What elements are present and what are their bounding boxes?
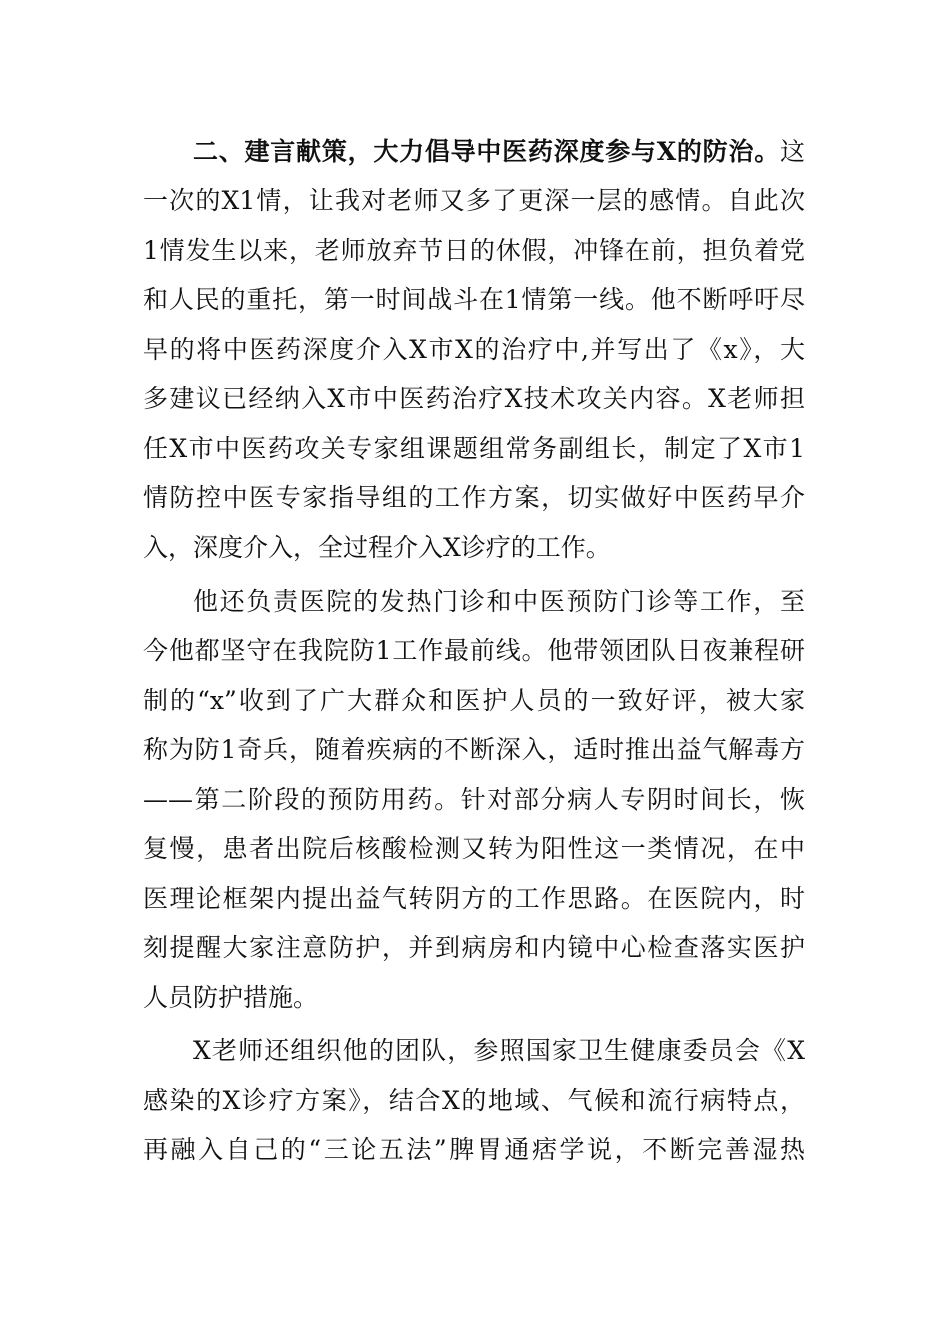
paragraph-1-line-2: 一次的X1情，让我对老师又多了更深一层的感情。自此次 — [143, 186, 805, 215]
paragraph-1-line-5: 早的将中医药深度介入X市X的治疗中,并写出了《x》，大 — [143, 335, 805, 364]
paragraph-1-line-1-text: 这 — [779, 137, 805, 166]
paragraph-1-line-9: 入，深度介入，全过程介入X诊疗的工作。 — [143, 533, 611, 562]
paragraph-2-line-3: 制的“x”收到了广大群众和医护人员的一致好评，被大家 — [143, 686, 805, 715]
paragraph-1-line-6: 多建议已经纳入X市中医药治疗X技术攻关内容。X老师担 — [143, 384, 805, 413]
paragraph-2-line-8: 刻提醒大家注意防护，并到病房和内镜中心检查落实医护 — [143, 933, 805, 962]
paragraph-2-line-7: 医理论框架内提出益气转阴方的工作思路。在医院内，时 — [143, 884, 805, 913]
paragraph-2-line-6: 复慢，患者出院后核酸检测又转为阳性这一类情况，在中 — [143, 834, 805, 863]
paragraph-3-line-3: 再融入自己的“三论五法”脾胃通痞学说，不断完善湿热 — [143, 1135, 805, 1164]
paragraph-2-line-9: 人员防护措施。 — [143, 983, 319, 1012]
paragraph-1-line-3: 1情发生以来，老师放弃节日的休假，冲锋在前，担负着党 — [143, 236, 805, 265]
paragraph-2-line-4: 称为防1奇兵，随着疾病的不断深入，适时推出益气解毒方 — [143, 735, 805, 764]
paragraph-1-line-7: 任X市中医药攻关专家组课题组常务副组长，制定了X市1 — [143, 434, 805, 463]
paragraph-2-line-5: ——第二阶段的预防用药。针对部分病人专阴时间长，恢 — [143, 785, 805, 814]
paragraph-1-heading: 二、建言献策，大力倡导中医药深度参与X的防治。 — [193, 137, 780, 166]
paragraph-1-line-4: 和人民的重托，第一时间战斗在1情第一线。他不断呼吁尽 — [143, 285, 805, 314]
paragraph-2-line-2: 今他都坚守在我院防1工作最前线。他带领团队日夜兼程研 — [143, 636, 805, 665]
paragraph-3-line-1: X老师还组织他的团队，参照国家卫生健康委员会《X — [193, 1036, 805, 1065]
paragraph-1-line-8: 情防控中医专家指导组的工作方案，切实做好中医药早介 — [143, 483, 805, 512]
paragraph-2-line-1: 他还负责医院的发热门诊和中医预防门诊等工作，至 — [193, 587, 805, 616]
paragraph-3-line-2: 感染的X诊疗方案》，结合X的地域、气候和流行病特点， — [143, 1086, 805, 1115]
paragraph-1-line-1 — [193, 132, 805, 172]
